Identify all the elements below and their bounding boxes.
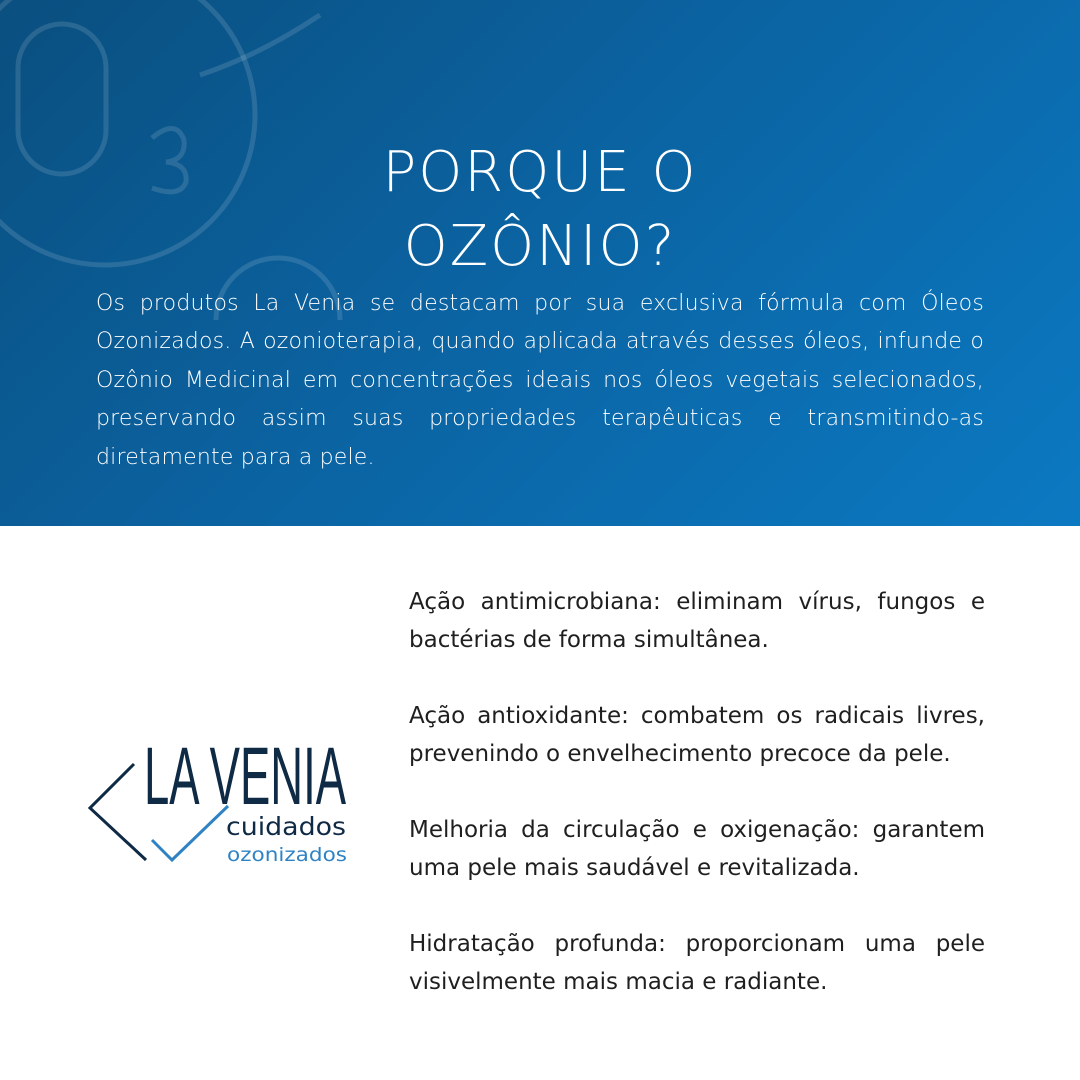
intro-paragraph: Os produtos La Venia se destacam por sua exclusiva fórmula com Óleos Ozonizados. A ozonioterapia, quando aplicada através desses óleos, infunde o Ozônio Medicinal em concentrações ideais nos óleos vegetais selecionados, preservando assim suas propriedades terapêuticas e transmitindo-as diretamente para a pele. [96, 291, 984, 470]
benefit-antimicrobial: Ação antimicrobiana: eliminam vírus, fungos e bactérias de forma simultânea. [409, 589, 985, 653]
benefit-circulation: Melhoria da circulação e oxigenação: garantem uma pele mais saudável e revitalizada. [409, 817, 985, 881]
benefit-antioxidant: Ação antioxidante: combatem os radicais livres, prevenindo o envelhecimento precoce da pele. [409, 703, 985, 767]
logo-tagline-2: ozonizados [227, 844, 347, 866]
la-venia-logo [84, 722, 364, 872]
title-line-1: PORQUE O [382, 139, 698, 205]
benefits-list [409, 583, 985, 1039]
hero-banner [0, 0, 1080, 526]
benefit-hydration: Hidratação profunda: proporcionam uma pele visivelmente mais macia e radiante. [409, 931, 985, 995]
logo-chevron-icon [90, 764, 146, 860]
logo-tagline-1: cuidados [226, 812, 346, 841]
title-line-2: OZÔNIO? [403, 213, 677, 279]
logo-brand: LA VENIA [144, 731, 347, 822]
page-title [0, 136, 1080, 284]
